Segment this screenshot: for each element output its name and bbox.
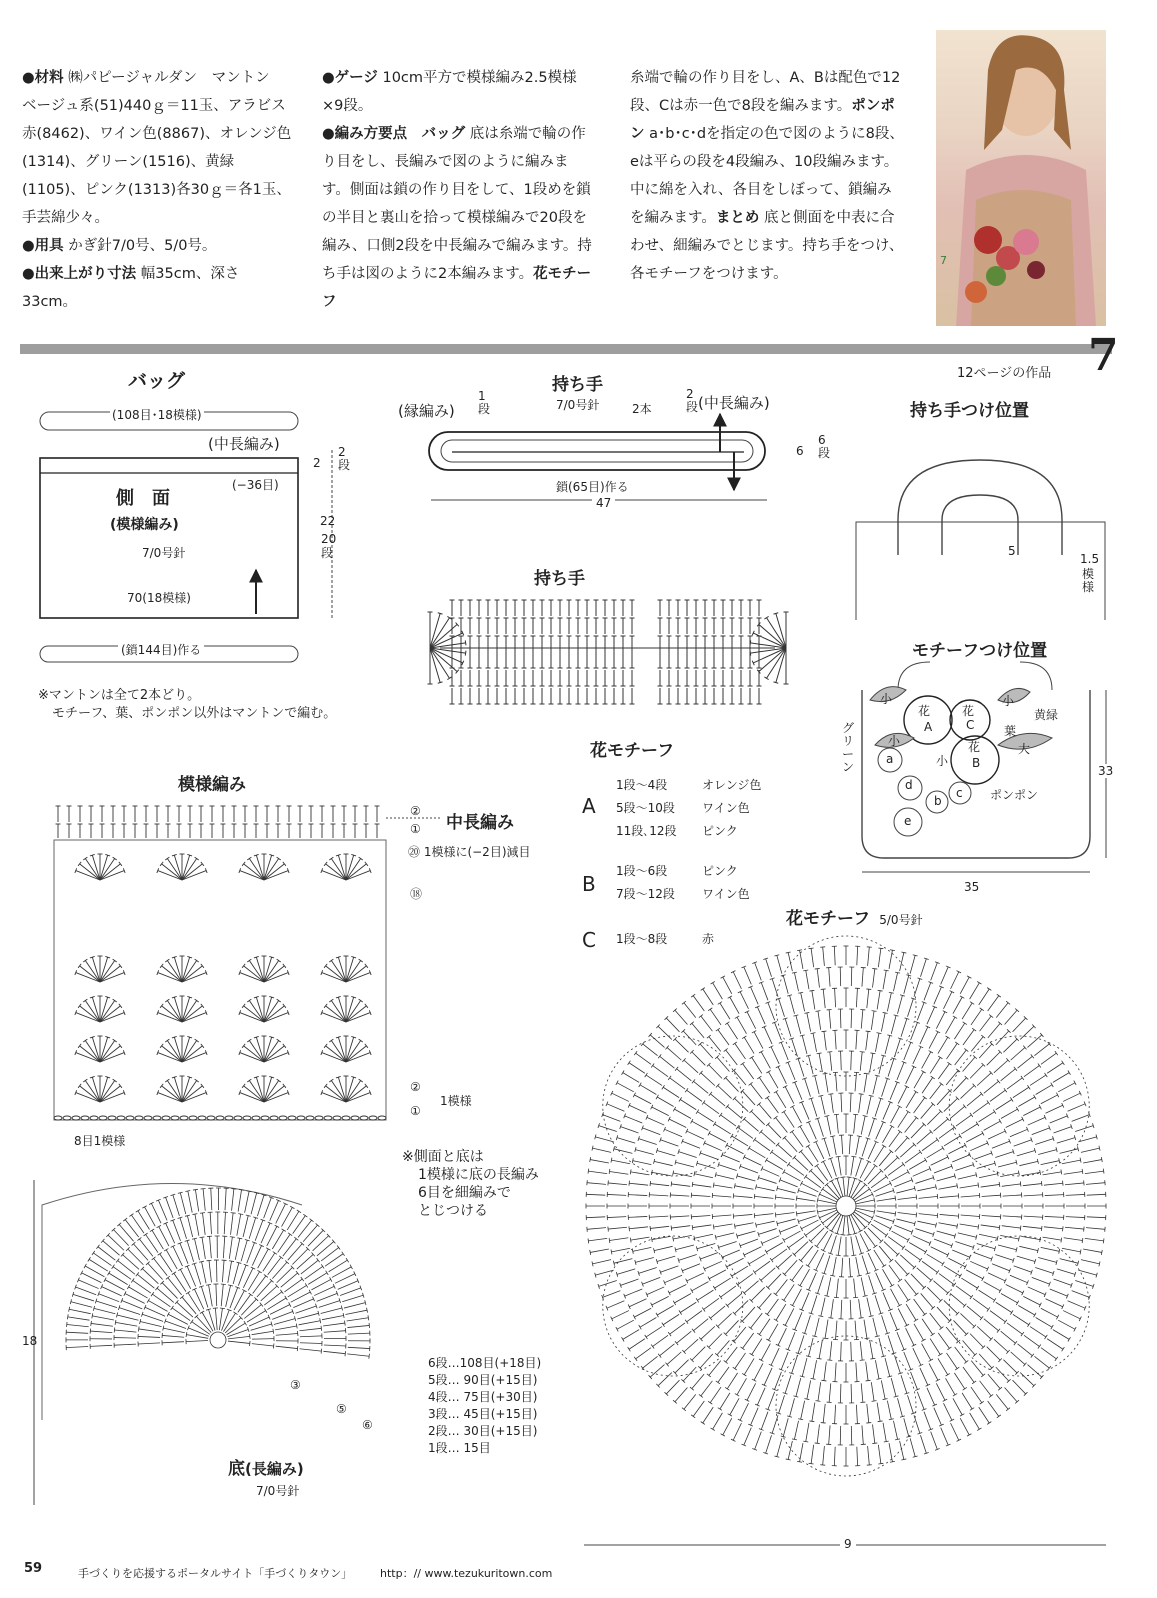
tools-heading: ●用具 xyxy=(22,238,64,254)
bag-width: 70(18模様) xyxy=(124,589,194,606)
bottom-note-2: 1模様に底の長編み xyxy=(418,1167,539,1183)
handle-title: 持ち手 xyxy=(552,375,603,395)
flower-b-row-2: 7段〜12段 ワイン色 xyxy=(616,887,750,901)
bottom-note-4: とじつける xyxy=(418,1203,488,1219)
bag-needle: 7/0号針 xyxy=(142,546,186,560)
pattern-r1: ① xyxy=(410,822,421,836)
materials-text: ㈱パピージャルダン マントン ベージュ系(51)440ｇ＝11玉、アラビス 赤(8462)、ワイン色(8867)、オレンジ色(1314)、グリーン(1516)、黄緑(1105)、ピンク(1313)各30ｇ＝各1玉、手芸綿少々。 xyxy=(22,70,301,226)
pattern-one: 1模様 xyxy=(440,1094,472,1108)
reference-page: 12ページの作品 xyxy=(957,366,1052,381)
pattern-r18: ⑱ xyxy=(410,887,423,901)
handle-edge-label: (縁編み) xyxy=(398,402,455,420)
bottom-row-1: 1段… 15目 xyxy=(428,1441,491,1455)
bottom-title xyxy=(228,1454,304,1479)
flower-table-b xyxy=(616,860,750,906)
pompom-text: a･b･c･dを指定の色で図のように8段、eは平らの段を4段編み、10段編みます。中に綿を入れ、各目をしぼって、鎖編みを編みます。 xyxy=(630,126,904,226)
motif-label-flower-a: 花 xyxy=(918,704,931,718)
pompom-heading: ポンポン xyxy=(630,98,895,142)
tools-text: かぎ針7/0号、5/0号。 xyxy=(63,238,217,254)
size-text: 幅35cm、深さ33cm。 xyxy=(22,266,240,310)
flower-stitch-chart xyxy=(586,936,1106,1476)
pattern-eight: 8目1模様 xyxy=(74,1134,126,1148)
flower-table-c: 1段〜8段 赤 xyxy=(616,932,715,946)
pattern-r1b: ① xyxy=(410,1104,421,1118)
bag-note-2: モチーフ、葉、ポンポン以外はマントンで編む。 xyxy=(52,706,337,721)
bottom-note-3: 6目を細編みで xyxy=(418,1185,511,1201)
motif-label-pd: d xyxy=(905,778,913,792)
bottom-row-list xyxy=(428,1355,541,1457)
pattern-edge-label: 中長編み xyxy=(446,813,514,833)
footer-url[interactable]: http：// www.tezukuritown.com xyxy=(380,1567,553,1580)
bottom-mark-5: ⑤ xyxy=(336,1402,347,1416)
handle-chart-title: 持ち手 xyxy=(534,569,585,589)
handle-pos-d2: 1.5 xyxy=(1080,552,1100,566)
flower-chart-title: 花モチーフ 5/0号針 xyxy=(786,909,923,929)
motif-label-small-1: 小 xyxy=(880,692,893,706)
motif-label-small-4: 小 xyxy=(936,754,949,768)
pattern-number: 7 xyxy=(1088,330,1119,381)
motif-label-leaf: 葉 xyxy=(1004,724,1017,738)
method-text: 底は糸端で輪の作り目をし、長編みで図のように編みます。側面は鎖の作り目をして、1段めを鎖の半目と裏山を拾って模様編みで20段を編み、口側2段を中長編みで編みます。持ち手は図のように2本編みます。 xyxy=(322,126,592,282)
motif-label-flower-b: 花 xyxy=(968,740,981,754)
motif-label-pc: c xyxy=(956,786,963,800)
motif-label-pa: a xyxy=(886,752,894,766)
motif-label-small-2: 小 xyxy=(1002,694,1015,708)
flower-table-c-key: C xyxy=(582,928,596,952)
photo-number: 7 xyxy=(940,254,947,267)
bag-top-dim: (108目･18模様) xyxy=(112,408,202,422)
flower-a-row-1: 1段〜4段 オレンジ色 xyxy=(616,778,762,792)
motif-pos-height: 33 xyxy=(1098,764,1114,778)
method-heading: ●編み方要点 バッグ xyxy=(322,126,466,142)
pattern-stitch-chart xyxy=(54,806,386,1120)
bag-side-label: 側 面 xyxy=(116,488,170,509)
bottom-title-main: 底 xyxy=(228,1459,245,1479)
flower-chart-width: 9 xyxy=(840,1537,856,1551)
bag-h-top-rows: 2段 xyxy=(338,445,351,472)
handle-pos-d3: 模様 xyxy=(1082,567,1095,594)
flower-text: 糸端で輪の作り目をし、A、Bは配色で12段、Cは赤一色で8段を編みます。 xyxy=(630,70,901,114)
handle-edge-rows: 1段 xyxy=(478,389,491,416)
gauge-text: 10cm平方で模様編み2.5模様×9段。 xyxy=(322,70,577,114)
flower-table-a xyxy=(616,774,761,843)
handle-length: 47 xyxy=(592,496,615,510)
bottom-height: 18 xyxy=(22,1334,38,1348)
bottom-mark-6: ⑥ xyxy=(362,1418,373,1432)
materials-heading: ●材料 xyxy=(22,70,64,86)
motif-pos-title: モチーフつけ位置 xyxy=(912,641,1048,661)
motif-label-pb: b xyxy=(934,794,942,808)
motif-label-green: グリーン xyxy=(842,721,855,774)
flower-a-row-3: 11段､12段 ピンク xyxy=(616,824,738,838)
bag-minus-label: (−36目) xyxy=(232,478,279,492)
motif-label-c: C xyxy=(966,718,975,732)
bottom-mark-3: ③ xyxy=(290,1378,301,1392)
pattern-r2b: ② xyxy=(410,1080,421,1094)
pattern-title: 模様編み xyxy=(178,775,246,795)
bag-edge-label: (中長編み) xyxy=(208,435,280,453)
bag-h-main-rows: 20段 xyxy=(321,532,337,560)
motif-label-b: B xyxy=(972,756,981,770)
bag-pattern-label: (模様編み) xyxy=(110,517,179,533)
motif-label-yellowgreen: 黄緑 xyxy=(1034,708,1059,722)
bottom-row-6: 6段…108目(+18目) xyxy=(428,1356,542,1370)
handle-mid-label: (中長編み) xyxy=(698,394,770,412)
motif-label-a: A xyxy=(924,720,933,734)
handle-needle: 7/0号針 xyxy=(556,398,600,412)
motif-label-pompom: ポンポン xyxy=(990,788,1039,802)
bag-h-main: 22 xyxy=(320,514,336,528)
pattern-r2: ② xyxy=(410,804,421,818)
motif-label-flower-c: 花 xyxy=(962,704,975,718)
motif-label-large: 大 xyxy=(1018,742,1031,756)
flower-table-a-key: A xyxy=(582,794,596,818)
bag-h-top: 2 xyxy=(313,456,321,470)
footer-site: 手づくりを応援するポータルサイト「手づくりタウン」 xyxy=(78,1567,353,1580)
bag-title: バッグ xyxy=(128,370,186,392)
bottom-stitch-chart xyxy=(66,1188,370,1359)
bag-outline-handle-pos xyxy=(856,522,1105,620)
footer-page-number: 59 xyxy=(24,1561,43,1576)
pattern-r20: ⑳ 1模様に(−2目)減目 xyxy=(408,845,531,859)
bottom-title-sub: (長編み) xyxy=(245,1460,304,1478)
bag-note-1: ※マントンは全て2本どり。 xyxy=(38,688,201,703)
bottom-row-5: 5段… 90目(+15目) xyxy=(428,1373,538,1387)
gauge-heading: ●ゲージ xyxy=(322,70,378,86)
motif-label-pe: e xyxy=(904,814,912,828)
handle-outline xyxy=(429,432,765,470)
handle-pos-d1: 5 xyxy=(1008,544,1016,558)
size-heading: ●出来上がり寸法 xyxy=(22,266,137,282)
finish-text: 底と側面を中表に合わせ、細編みでとじます。持ち手をつけ、各モチーフをつけます。 xyxy=(630,210,904,282)
handle-mid-rows: 2段 xyxy=(686,387,699,414)
bottom-row-2: 2段… 30目(+15目) xyxy=(428,1424,538,1438)
handle-count: 2本 xyxy=(632,402,652,416)
finish-heading: まとめ xyxy=(715,210,760,226)
bag-chain: (鎖144目)作る xyxy=(118,641,204,658)
bottom-note-1: ※側面と底は xyxy=(402,1149,484,1165)
bottom-row-4: 4段… 75目(+30目) xyxy=(428,1390,538,1404)
flower-a-row-2: 5段〜10段 ワイン色 xyxy=(616,801,750,815)
handle-height-rows: 6段 xyxy=(818,433,831,460)
motif-label-small-3: 小 xyxy=(888,734,901,748)
handle-chain: 鎖(65目)作る xyxy=(556,480,629,494)
bottom-row-3: 3段… 45目(+15目) xyxy=(428,1407,538,1421)
handle-stitch-chart xyxy=(428,600,789,704)
flower-table-title: 花モチーフ xyxy=(590,741,675,761)
motif-pos-width: 35 xyxy=(964,880,980,894)
bottom-needle: 7/0号針 xyxy=(256,1484,300,1498)
handle-pos-title: 持ち手つけ位置 xyxy=(910,401,1029,421)
flower-table-b-key: B xyxy=(582,872,596,896)
flower-heading: 花モチーフ xyxy=(322,266,592,310)
flower-b-row-1: 1段〜6段 ピンク xyxy=(616,864,738,878)
handle-height: 6 xyxy=(796,444,804,458)
